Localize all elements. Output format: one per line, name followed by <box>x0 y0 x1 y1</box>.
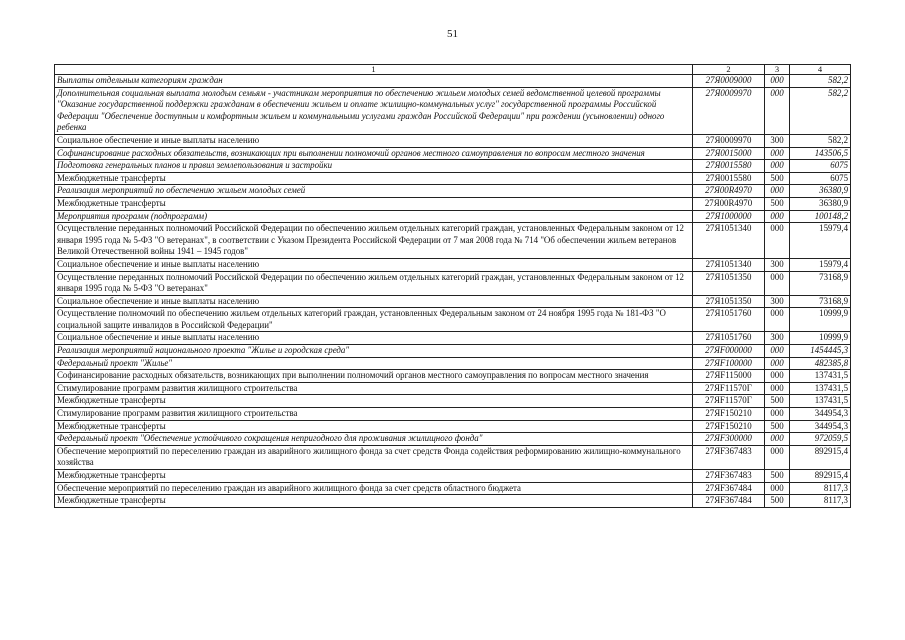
row-code-cell: 27ЯF367484 <box>693 482 765 495</box>
row-sum-cell: 344954,3 <box>790 420 851 433</box>
table-row <box>55 75 851 88</box>
row-code-cell: 27ЯF11570Г <box>693 382 765 395</box>
row-code-cell: 27Я0015580 <box>693 172 765 185</box>
row-sum-cell: 6075 <box>790 160 851 173</box>
row-code-cell: 27Я1051760 <box>693 308 765 332</box>
row-code-cell: 27Я0015000 <box>693 147 765 160</box>
row-vr-cell: 500 <box>765 420 790 433</box>
row-sum-cell: 582,2 <box>790 134 851 147</box>
table-row <box>55 147 851 160</box>
row-vr-cell: 500 <box>765 172 790 185</box>
row-vr-cell: 000 <box>765 382 790 395</box>
budget-table-body <box>55 65 851 508</box>
row-name-cell: Выплаты отдельным категориям граждан <box>55 75 693 88</box>
row-vr-cell: 300 <box>765 258 790 271</box>
page-number: 51 <box>447 28 458 40</box>
row-vr-cell: 500 <box>765 395 790 408</box>
row-vr-cell: 300 <box>765 134 790 147</box>
header-cell-name: 1 <box>55 65 693 75</box>
row-sum-cell: 15979,4 <box>790 258 851 271</box>
row-name-cell: Реализация мероприятий национального проекта "Жилье и городская среда" <box>55 345 693 358</box>
table-row <box>55 433 851 446</box>
row-code-cell: 27ЯF100000 <box>693 357 765 370</box>
header-cell-code: 2 <box>693 65 765 75</box>
row-sum-cell: 100148,2 <box>790 210 851 223</box>
row-name-cell: Межбюджетные трансферты <box>55 197 693 210</box>
row-code-cell: 27ЯF367484 <box>693 495 765 508</box>
row-vr-cell: 000 <box>765 223 790 259</box>
row-sum-cell: 892915,4 <box>790 445 851 469</box>
row-code-cell: 27ЯF115000 <box>693 370 765 383</box>
row-code-cell: 27ЯF000000 <box>693 345 765 358</box>
row-name-cell: Федеральный проект "Обеспечение устойчивого сокращения непригодного для проживания жилищного фонда" <box>55 433 693 446</box>
row-sum-cell: 137431,5 <box>790 395 851 408</box>
row-code-cell: 27Я0009000 <box>693 75 765 88</box>
row-code-cell: 27ЯF11570Г <box>693 395 765 408</box>
table-row <box>55 345 851 358</box>
row-name-cell: Мероприятия программ (подпрограмм) <box>55 210 693 223</box>
row-sum-cell: 143506,5 <box>790 147 851 160</box>
row-name-cell: Федеральный проект "Жилье" <box>55 357 693 370</box>
row-vr-cell: 000 <box>765 357 790 370</box>
row-name-cell: Обеспечение мероприятий по переселению граждан из аварийного жилищного фонда за счет средств областного бюджета <box>55 482 693 495</box>
row-sum-cell: 582,2 <box>790 87 851 134</box>
row-vr-cell: 000 <box>765 185 790 198</box>
row-sum-cell: 10999,9 <box>790 308 851 332</box>
header-cell-sum: 4 <box>790 65 851 75</box>
row-code-cell: 27Я1051340 <box>693 258 765 271</box>
row-name-cell: Социальное обеспечение и иные выплаты населению <box>55 134 693 147</box>
row-name-cell: Социальное обеспечение и иные выплаты населению <box>55 258 693 271</box>
row-vr-cell: 000 <box>765 210 790 223</box>
row-vr-cell: 000 <box>765 445 790 469</box>
row-name-cell: Подготовка генеральных планов и правил землепользования и застройки <box>55 160 693 173</box>
table-row <box>55 223 851 259</box>
table-row <box>55 172 851 185</box>
row-code-cell: 27Я0009970 <box>693 87 765 134</box>
budget-table <box>54 64 851 508</box>
row-sum-cell: 582,2 <box>790 75 851 88</box>
row-name-cell: Осуществление полномочий по обеспечению жильем отдельных категорий граждан, установленных Федеральным законом от 24 ноября 1995 года № 181-ФЗ "О социальной защите инвалидов в Российской Федерации" <box>55 308 693 332</box>
row-sum-cell: 137431,5 <box>790 370 851 383</box>
row-name-cell: Межбюджетные трансферты <box>55 495 693 508</box>
row-name-cell: Реализация мероприятий по обеспечению жильем молодых семей <box>55 185 693 198</box>
table-row <box>55 258 851 271</box>
table-row <box>55 470 851 483</box>
table-row <box>55 160 851 173</box>
row-name-cell: Обеспечение мероприятий по переселению граждан из аварийного жилищного фонда за счет средств Фонда содействия реформированию жилищно-коммунального хозяйства <box>55 445 693 469</box>
row-sum-cell: 73168,9 <box>790 295 851 308</box>
row-name-cell: Межбюджетные трансферты <box>55 395 693 408</box>
row-name-cell: Дополнительная социальная выплата молодым семьям - участникам мероприятия по обеспечению жильем молодых семей ведомственной целевой программы "Оказание государственной поддержки гражданам в обеспечении жильем и оплате жилищно-коммунальных услуг" государственной программы Российской Федерации "Обеспечение доступным и комфортным жильем и коммунальными услугами граждан Российской Федерации" при рождении (усыновлении) одного ребенка <box>55 87 693 134</box>
table-row <box>55 370 851 383</box>
row-name-cell: Стимулирование программ развития жилищного строительства <box>55 408 693 421</box>
row-code-cell: 27Я0015580 <box>693 160 765 173</box>
row-code-cell: 27ЯF367483 <box>693 470 765 483</box>
table-row <box>55 445 851 469</box>
row-sum-cell: 36380,9 <box>790 197 851 210</box>
row-name-cell: Межбюджетные трансферты <box>55 172 693 185</box>
row-code-cell: 27ЯF367483 <box>693 445 765 469</box>
table-row <box>55 308 851 332</box>
row-code-cell: 27Я00R4970 <box>693 185 765 198</box>
row-sum-cell: 15979,4 <box>790 223 851 259</box>
row-vr-cell: 300 <box>765 332 790 345</box>
table-row <box>55 87 851 134</box>
row-vr-cell: 000 <box>765 408 790 421</box>
row-name-cell: Социальное обеспечение и иные выплаты населению <box>55 295 693 308</box>
row-code-cell: 27Я1051340 <box>693 223 765 259</box>
row-sum-cell: 73168,9 <box>790 271 851 295</box>
row-code-cell: 27Я1051350 <box>693 295 765 308</box>
row-sum-cell: 972059,5 <box>790 433 851 446</box>
table-row <box>55 271 851 295</box>
row-name-cell: Межбюджетные трансферты <box>55 420 693 433</box>
table-row <box>55 210 851 223</box>
table-row <box>55 332 851 345</box>
row-sum-cell: 8117,3 <box>790 495 851 508</box>
table-row <box>55 395 851 408</box>
row-sum-cell: 137431,5 <box>790 382 851 395</box>
row-vr-cell: 000 <box>765 370 790 383</box>
row-vr-cell: 000 <box>765 147 790 160</box>
table-row <box>55 382 851 395</box>
table-row <box>55 495 851 508</box>
row-code-cell: 27Я1000000 <box>693 210 765 223</box>
row-name-cell: Социальное обеспечение и иные выплаты населению <box>55 332 693 345</box>
header-cell-vr: 3 <box>765 65 790 75</box>
row-code-cell: 27ЯF150210 <box>693 420 765 433</box>
row-code-cell: 27Я00R4970 <box>693 197 765 210</box>
row-vr-cell: 000 <box>765 345 790 358</box>
row-name-cell: Софинансирование расходных обязательств, возникающих при выполнении полномочий органов местного самоуправления по вопросам местного значения <box>55 147 693 160</box>
row-name-cell: Стимулирование программ развития жилищного строительства <box>55 382 693 395</box>
row-code-cell: 27Я1051350 <box>693 271 765 295</box>
row-name-cell: Софинансирование расходных обязательств, возникающих при выполнении полномочий органов местного самоуправления по вопросам местного значения <box>55 370 693 383</box>
table-row <box>55 197 851 210</box>
table-header-row <box>55 65 851 75</box>
row-sum-cell: 6075 <box>790 172 851 185</box>
row-vr-cell: 000 <box>765 75 790 88</box>
table-row <box>55 482 851 495</box>
row-code-cell: 27Я1051760 <box>693 332 765 345</box>
row-vr-cell: 000 <box>765 87 790 134</box>
row-vr-cell: 000 <box>765 433 790 446</box>
row-vr-cell: 000 <box>765 308 790 332</box>
table-row <box>55 420 851 433</box>
row-name-cell: Осуществление переданных полномочий Российской Федерации по обеспечению жильем отдельных категорий граждан, установленных Федеральным законом от 12 января 1995 года № 5-ФЗ "О ветеранах", в соответствии с Указом Президента Российской Федерации от 7 мая 2008 года № 714 "Об обеспечении жильем ветеранов Великой Отечественной войны 1941 – 1945 годов" <box>55 223 693 259</box>
row-sum-cell: 482385,8 <box>790 357 851 370</box>
row-sum-cell: 10999,9 <box>790 332 851 345</box>
table-row <box>55 408 851 421</box>
row-name-cell: Межбюджетные трансферты <box>55 470 693 483</box>
table-row <box>55 185 851 198</box>
row-name-cell: Осуществление переданных полномочий Российской Федерации по обеспечению жильем отдельных категорий граждан, установленных Федеральным законом от 12 января 1995 года № 5-ФЗ "О ветеранах" <box>55 271 693 295</box>
row-vr-cell: 500 <box>765 197 790 210</box>
table-row <box>55 295 851 308</box>
row-code-cell: 27ЯF150210 <box>693 408 765 421</box>
table-row <box>55 134 851 147</box>
table-row <box>55 357 851 370</box>
row-vr-cell: 300 <box>765 295 790 308</box>
row-code-cell: 27ЯF300000 <box>693 433 765 446</box>
row-vr-cell: 500 <box>765 470 790 483</box>
row-sum-cell: 8117,3 <box>790 482 851 495</box>
row-vr-cell: 000 <box>765 271 790 295</box>
row-sum-cell: 344954,3 <box>790 408 851 421</box>
row-sum-cell: 892915,4 <box>790 470 851 483</box>
row-vr-cell: 000 <box>765 482 790 495</box>
row-sum-cell: 1454445,3 <box>790 345 851 358</box>
row-code-cell: 27Я0009970 <box>693 134 765 147</box>
row-vr-cell: 500 <box>765 495 790 508</box>
row-vr-cell: 000 <box>765 160 790 173</box>
row-sum-cell: 36380,9 <box>790 185 851 198</box>
